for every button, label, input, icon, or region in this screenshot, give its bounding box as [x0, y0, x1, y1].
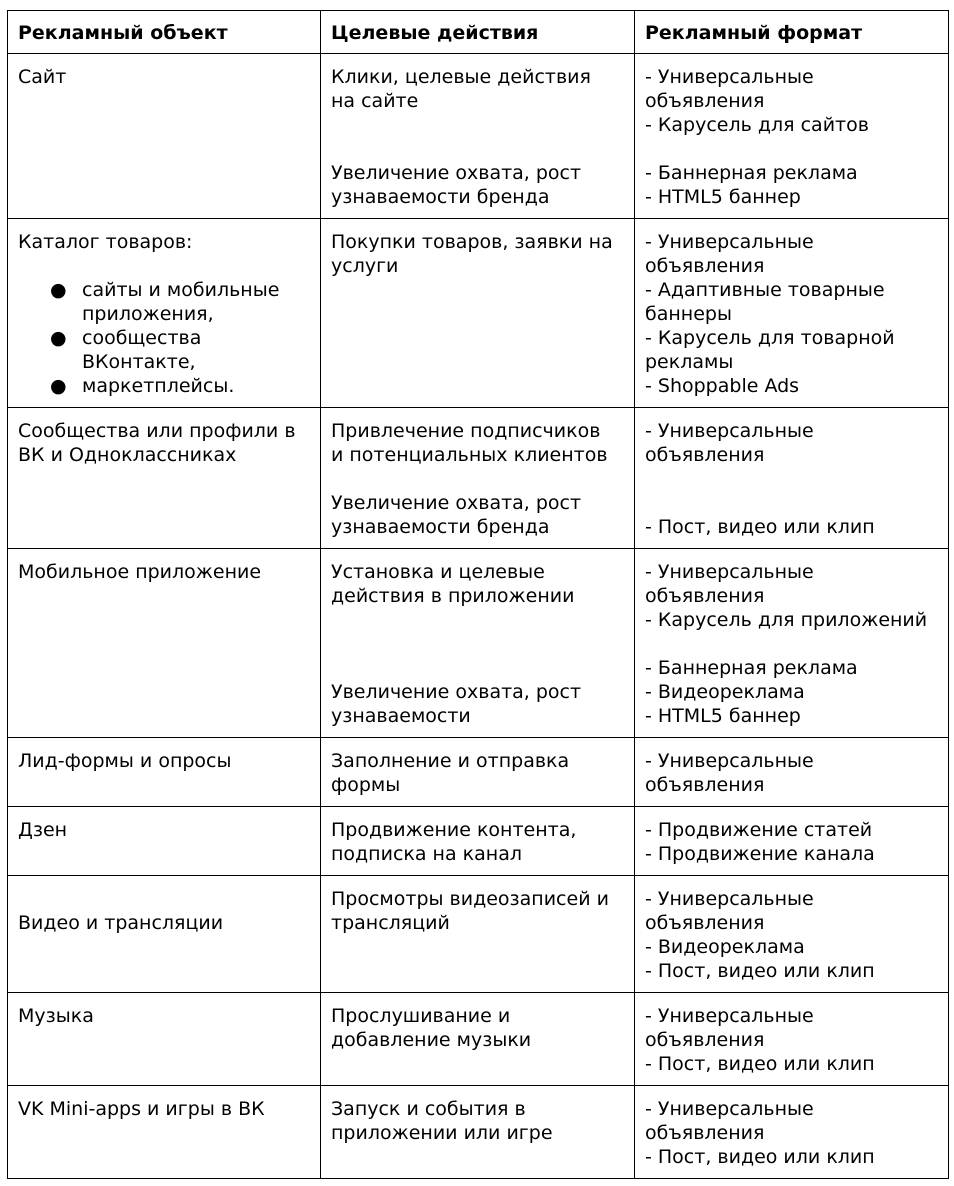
cell-text-line: Установка и целевые: [331, 561, 545, 583]
cell-text-line: Привлечение подписчиков: [331, 420, 601, 442]
header-actions: Целевые действия: [321, 11, 635, 54]
cell-text-line: - Видеореклама: [645, 681, 805, 703]
cell-text-line: - Адаптивные товарные: [645, 279, 885, 301]
cell-text-line: сайты и мобильные: [82, 279, 280, 301]
cell-text-line: Клики, целевые действия: [331, 66, 591, 88]
cell-text-line: объявления: [645, 1122, 765, 1144]
cell-actions: [321, 1086, 635, 1179]
cell-object: [8, 738, 321, 807]
cell-text-line: объявления: [645, 255, 765, 277]
cell-text-line: - Универсальные: [645, 231, 814, 253]
cell-text-line: - Универсальные: [645, 1098, 814, 1120]
cell-text-line: - Продвижение статей: [645, 819, 873, 841]
cell-text-line: сообщества: [82, 327, 202, 349]
cell-format: [635, 738, 949, 807]
cell-text-line: Музыка: [18, 1005, 94, 1027]
cell-text-line: объявления: [645, 912, 765, 934]
table-row: [8, 219, 949, 408]
cell-text-line: - Пост, видео или клип: [645, 1053, 875, 1075]
cell-object: [8, 1086, 321, 1179]
cell-format: [635, 876, 949, 993]
spacer-line: [331, 632, 625, 656]
cell-object: [8, 876, 321, 993]
table-row: [8, 549, 949, 738]
cell-text-line: - Карусель для сайтов: [645, 114, 869, 136]
cell-text-line: - Пост, видео или клип: [645, 516, 875, 538]
cell-format: [635, 993, 949, 1086]
bullet-icon: ●: [50, 327, 67, 349]
cell-format: [635, 549, 949, 738]
cell-format: [635, 54, 949, 219]
cell-actions: [321, 54, 635, 219]
cell-format: [635, 1086, 949, 1179]
cell-text-line: VK Mini-apps и игры в ВК: [18, 1098, 265, 1120]
cell-text-line: рекламы: [645, 351, 734, 373]
spacer-line: [645, 632, 939, 656]
list-item: [50, 278, 311, 326]
cell-text-line: действия в приложении: [331, 585, 575, 607]
table-row: [8, 1086, 949, 1179]
cell-text-line: узнаваемости: [331, 705, 471, 727]
cell-text-line: объявления: [645, 585, 765, 607]
bullet-icon: ●: [50, 279, 67, 301]
cell-object: [8, 408, 321, 549]
cell-text-line: формы: [331, 774, 401, 796]
cell-text-line: услуги: [331, 255, 399, 277]
cell-text-line: объявления: [645, 444, 765, 466]
cell-object: [8, 549, 321, 738]
cell-text-line: - Универсальные: [645, 420, 814, 442]
table-row: [8, 807, 949, 876]
cell-text-line: подписка на канал: [331, 843, 522, 865]
cell-text-line: и потенциальных клиентов: [331, 444, 608, 466]
catalog-intro: Каталог товаров:: [18, 231, 193, 253]
spacer-line: [331, 137, 625, 161]
cell-actions: [321, 549, 635, 738]
cell-text-line: - Shoppable Ads: [645, 375, 800, 397]
table-header-row: [8, 11, 949, 54]
cell-text-line: - Продвижение канала: [645, 843, 875, 865]
cell-text-line: Сообщества или профили в: [18, 420, 296, 442]
spacer-line: [645, 467, 939, 491]
cell-actions: [321, 993, 635, 1086]
cell-text-line: приложении или игре: [331, 1122, 553, 1144]
cell-format: [635, 408, 949, 549]
spacer-line: [331, 656, 625, 680]
cell-text-line: - Универсальные: [645, 66, 814, 88]
cell-text-line: Увеличение охвата, рост: [331, 492, 582, 514]
cell-text-line: - Карусель для приложений: [645, 609, 928, 631]
header-object: Рекламный объект: [8, 11, 321, 54]
cell-text-line: Видео и трансляции: [18, 912, 224, 934]
cell-text-line: - Карусель для товарной: [645, 327, 895, 349]
bullet-icon: ●: [50, 375, 67, 397]
cell-text-line: на сайте: [331, 90, 419, 112]
cell-text-line: добавление музыки: [331, 1029, 532, 1051]
cell-text-line: ВКонтакте,: [82, 351, 196, 373]
cell-text-line: - Универсальные: [645, 888, 814, 910]
cell-text-line: - Баннерная реклама: [645, 162, 858, 184]
cell-text-line: - Баннерная реклама: [645, 657, 858, 679]
cell-text-line: Просмотры видеозаписей и: [331, 888, 609, 910]
cell-text-line: маркетплейсы.: [82, 375, 235, 397]
cell-text-line: Дзен: [18, 819, 68, 841]
cell-text-line: Продвижение контента,: [331, 819, 577, 841]
cell-actions: [321, 807, 635, 876]
cell-format: [635, 807, 949, 876]
cell-text-line: - Универсальные: [645, 1005, 814, 1027]
cell-text-line: трансляций: [331, 912, 450, 934]
cell-text-line: приложения,: [82, 303, 214, 325]
cell-text-line: - HTML5 баннер: [645, 186, 801, 208]
cell-actions: [321, 219, 635, 408]
cell-text-line: ВК и Одноклассниках: [18, 444, 237, 466]
cell-text-line: Прослушивание и: [331, 1005, 511, 1027]
ad-formats-table: [7, 10, 949, 1179]
spacer-line: [331, 608, 625, 632]
table-row: [8, 54, 949, 219]
cell-actions: [321, 738, 635, 807]
cell-text-line: узнаваемости бренда: [331, 186, 550, 208]
spacer-line: [331, 113, 625, 137]
table-row: [8, 738, 949, 807]
cell-text-line: - Пост, видео или клип: [645, 960, 875, 982]
spacer-line: [645, 137, 939, 161]
cell-text-line: узнаваемости бренда: [331, 516, 550, 538]
cell-actions: [321, 408, 635, 549]
cell-object: [8, 807, 321, 876]
cell-text-line: объявления: [645, 774, 765, 796]
cell-format: [635, 219, 949, 408]
cell-text-line: Покупки товаров, заявки на: [331, 231, 613, 253]
cell-text-line: баннеры: [645, 303, 732, 325]
header-format: Рекламный формат: [635, 11, 949, 54]
list-item: [50, 326, 311, 374]
cell-actions: [321, 876, 635, 993]
cell-text-line: - Пост, видео или клип: [645, 1146, 875, 1168]
cell-text-line: - Универсальные: [645, 750, 814, 772]
cell-text-line: Увеличение охвата, рост: [331, 681, 582, 703]
cell-object: [8, 54, 321, 219]
table-row: [8, 408, 949, 549]
spacer-line: [645, 491, 939, 515]
table-row: [8, 993, 949, 1086]
list-item: [50, 374, 311, 398]
cell-text-line: Увеличение охвата, рост: [331, 162, 582, 184]
cell-text-line: - Видеореклама: [645, 936, 805, 958]
cell-text-line: объявления: [645, 1029, 765, 1051]
cell-object: [8, 219, 321, 408]
catalog-bullet-list: [50, 278, 311, 398]
cell-text-line: - HTML5 баннер: [645, 705, 801, 727]
cell-text-line: Заполнение и отправка: [331, 750, 570, 772]
cell-text-line: Мобильное приложение: [18, 561, 262, 583]
cell-text-line: Лид-формы и опросы: [18, 750, 232, 772]
cell-text-line: объявления: [645, 90, 765, 112]
cell-text-line: Запуск и события в: [331, 1098, 526, 1120]
cell-object: [8, 993, 321, 1086]
cell-text-line: - Универсальные: [645, 561, 814, 583]
table-row: [8, 876, 949, 993]
cell-text-line: Сайт: [18, 66, 67, 88]
spacer-line: [331, 467, 625, 491]
spacer-line: [18, 887, 311, 911]
